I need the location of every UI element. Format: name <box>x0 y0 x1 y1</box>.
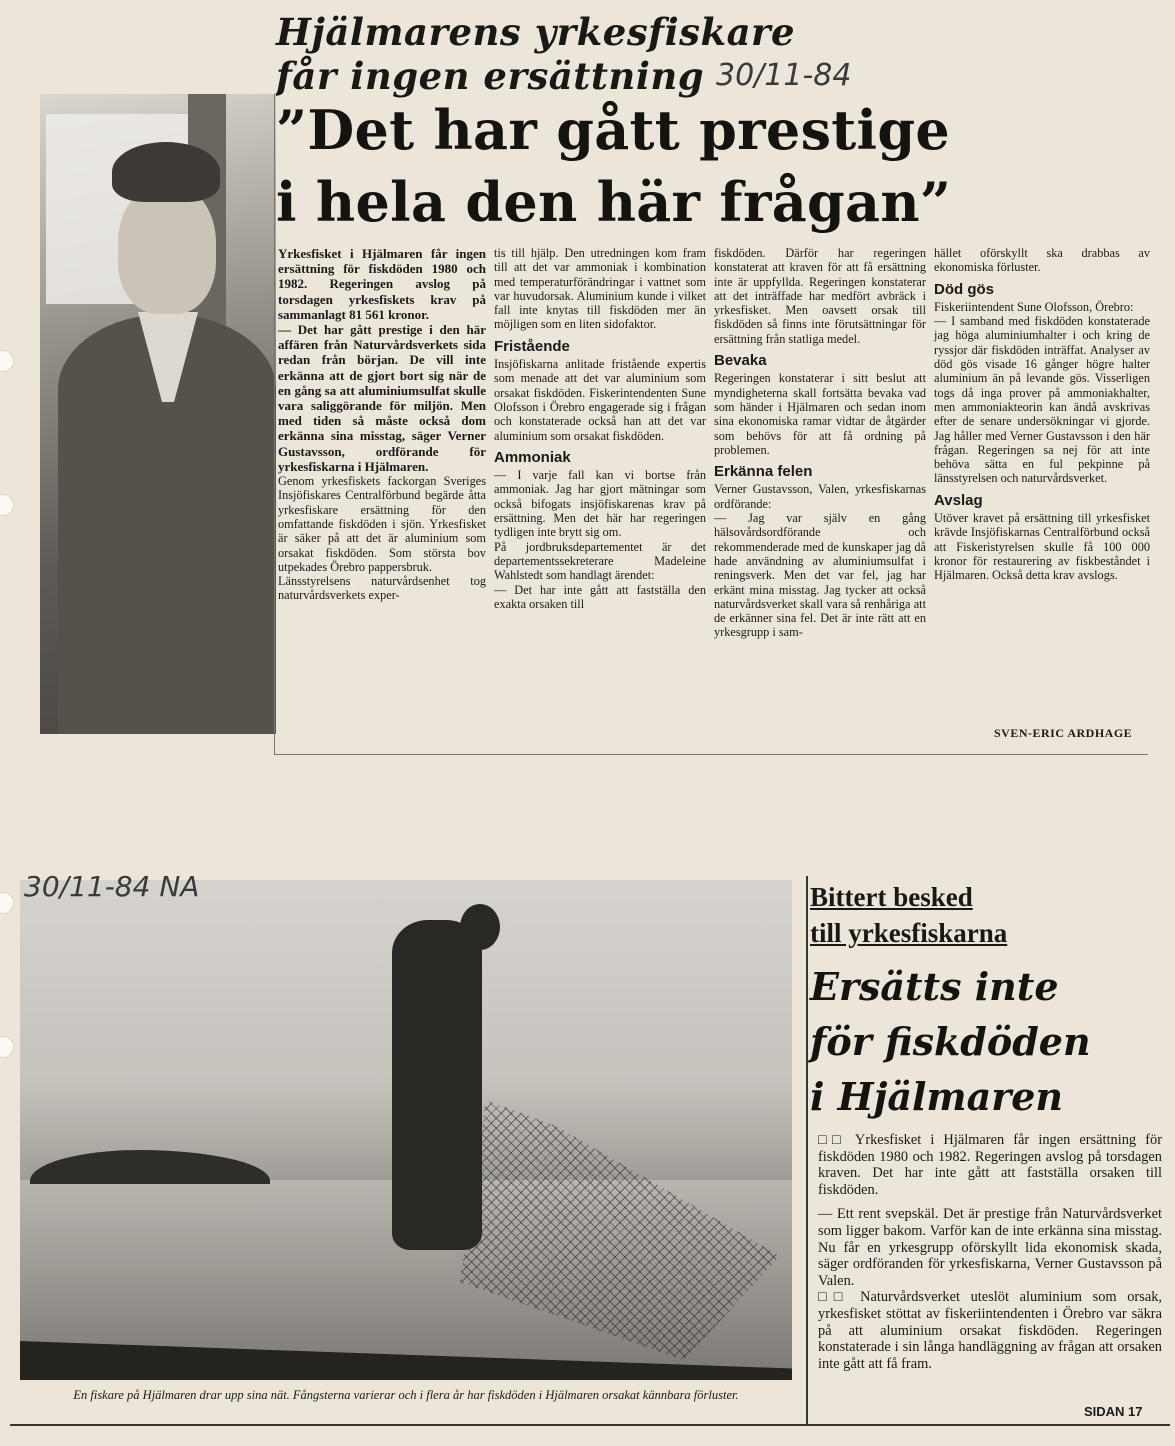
article-column-4 <box>934 246 1150 583</box>
paragraph: Regeringen konstaterar i sitt beslut att myndigheterna skall fortsätta bevaka vad som händer i Hjälmaren och sedan inom sina ekonomiska ramar vidtar de åtgärder som behövs för att få ordning på problemen. <box>714 371 926 457</box>
paragraph: fiskdöden. Därför har regeringen konstaterat att kraven för att få ersättning inte är uppfyllda. Regeringen konstaterar att det inträffade har medfört avbräck i yrkesfisket. Men oavsett orsak till fiskdöden så finns inte förutsättningar för ersättning från statliga medel. <box>714 246 926 346</box>
paragraph: — Det har inte gått att fastställa den exakta orsaken till <box>494 582 706 611</box>
paragraph: Utöver kravet på ersättning till yrkesfisket krävde Insjöfiskarnas Centralförbund också att Fiskeristyrelsen skulle få 100 000 kronor för restaurering av fiskbeståndet i Hjälmaren. Också detta krav avslogs. <box>934 511 1150 583</box>
punch-hole <box>0 350 14 372</box>
page-number: SIDAN 17 <box>1084 1404 1143 1419</box>
headline-line-3: i Hjälmaren <box>810 1074 1064 1119</box>
article-body <box>818 1132 1162 1380</box>
clipping-bottom <box>10 866 1170 1436</box>
divider <box>806 876 808 1424</box>
headline-line-1: Ersätts inte <box>810 964 1059 1009</box>
subheading: Erkänna felen <box>714 463 813 481</box>
divider <box>10 1424 1170 1426</box>
paragraph: □□ Yrkesfisket i Hjälmaren får ingen ersättning för fiskdöden 1980 och 1982. Regeringen avslog på torsdagen kraven. Det har inte gått att fastställa orsaken till fiskdöden. <box>818 1132 1162 1198</box>
photo-fisherman-net <box>20 880 792 1380</box>
kicker-line-2: till yrkesfiskarna <box>810 918 1008 948</box>
headline-line-2: för fiskdöden <box>810 1019 1091 1064</box>
kicker-line-1: Hjälmarens yrkesfiskare <box>276 10 796 54</box>
photo-caption: En fiskare på Hjälmaren drar upp sina nät. Fångsterna varierar och i flera år har fiskdöden i Hjälmaren orsakat kännbara förluster. <box>73 1388 739 1402</box>
article-column-1 <box>278 246 486 603</box>
paragraph: hället oförskyllt ska drabbas av ekonomiska förluster. <box>934 246 1150 275</box>
divider <box>274 754 1148 755</box>
subheading: Ammoniak <box>494 448 571 466</box>
article-column-2 <box>494 246 706 611</box>
handwritten-date: 30/11-84 <box>716 58 852 93</box>
paragraph: Insjöfiskarna anlitade fristående expertis som menade att det var aluminium som orsakat fiskdöden. Fiskerintendenten Sune Olofsson i Örebro engagerade sig i frågan och konstaterade också han att det var aluminium som orsakat fiskdöden. <box>494 357 706 443</box>
handwritten-date: 30/11-84 NA <box>24 870 200 903</box>
paragraph: På jordbruksdepartementet är det departementssekreterare Madeleine Wahlstedt som handlagt ärendet: <box>494 539 706 583</box>
paragraph: — I samband med fiskdöden konstaterade jag höga aluminiumhalter i och kring de ryssjor där fiskdöden inträffat. Analyser av död gös visade 16 gånger högre halter aluminium än på levande gös. Visserligen togs då inga prover på ammoniakhalter, men ammoniakteorin kan ändå avskrivas efter de senare undersökningar vi gjorde. Jag håller med Verner Gustavsson i den här frågan. Regeringen sa nej för att inte behöva sätta en ful pekpinne på länsstyrelsen och naturvårdsverket. <box>934 314 1150 486</box>
headline-line-2: i hela den här frågan” <box>276 170 952 234</box>
paragraph: tis till hjälp. Den utredningen kom fram till att det var ammoniak i kombination med temperaturförändringar i vattnet som var huvudorsak. Aluminium kunde i vilket fall inte knytas till fiskdöden mer än möjligen som en liten sidofaktor. <box>494 246 706 332</box>
article-column-3 <box>714 246 926 640</box>
kicker-line-2: får ingen ersättning <box>276 54 705 98</box>
subheading: Bevaka <box>714 352 767 370</box>
headline-line-1: ”Det har gått prestige <box>276 98 951 162</box>
paragraph: Fiskeriintendent Sune Olofsson, Örebro: <box>934 299 1134 314</box>
divider <box>274 94 275 754</box>
subheading: Död gös <box>934 280 994 298</box>
paragraph: □□ Naturvårdsverket uteslöt aluminium som orsak, yrkesfisket stöttat av fiskeriintendenten i Örebro var säkra på att aluminium orsakat fiskdöden. Regeringen konstaterade i sin långa handläggning av frågan att orsaken inte gått att få fram. <box>818 1289 1162 1372</box>
subheading: Avslag <box>934 491 983 509</box>
clipping-top <box>36 10 1156 758</box>
photo-fisherman-portrait <box>40 94 276 734</box>
paragraph: — Ett rent svepskäl. Det är prestige från Naturvårdsverket som ligger bakom. Varför kan de inte erkänna sina misstag. Nu får en yrkesgrupp oförskyllt lida ekonomisk skada, säger ordföranden för yrkesfiskarna, Verner Gustavsson på Valen. <box>818 1206 1162 1289</box>
paragraph: — Jag var själv en gång hälsovårdsordförande och rekommenderade med de kunskaper jag då hade användning av aluminiumsulfat i reningsverk. Men det var fel, jag har erkänt mina misstag. Jag tycker att också naturvårdsverket skall vara så renhåriga att de erkänner sina fel. Det är inte rätt att en yrkesgrupp i sam- <box>714 511 926 640</box>
byline: SVEN-ERIC ARDHAGE <box>994 726 1133 740</box>
subheading: Fristående <box>494 337 570 355</box>
paragraph: — Det har gått prestige i den här affären från Naturvårdsverkets sida redan från början. De vill inte erkänna att de gjort bort sig när de en gång sa att aluminiumsulfat skulle vara saliggörande för miljön. Men med tiden så måste också dom erkänna sina misstag, säger Verner Gustavsson, ordförande för yrkesfiskarna i Hjälmaren. <box>278 322 486 474</box>
paragraph: Verner Gustavsson, Valen, yrkesfiskarnas ordförande: <box>714 482 926 511</box>
lead-paragraph: Yrkesfisket i Hjälmaren får ingen ersättning för fiskdöden 1980 och 1982. Regeringen avslog på torsdagen yrkesfiskets krav på sammanlagt 81 561 kronor. <box>278 246 486 322</box>
paragraph: Länsstyrelsens naturvårdsenhet tog naturvårdsverkets exper- <box>278 574 486 603</box>
punch-hole <box>0 494 14 516</box>
paragraph: Genom yrkesfiskets fackorgan Sveriges Insjöfiskares Centralförbund begärde åtta yrkesfiskare ersättning för den omfattande fiskdöden i sjön. Yrkesfisket är säker på att det är aluminium som orsakat fiskdöden. Som största bov utpekades Örebro pappersbruk. <box>278 474 486 574</box>
paragraph: — I varje fall kan vi bortse från ammoniak. Jag har gjort mätningar som också bifogats insjöfiskarenas krav på ersättning. Men det här har regeringen tydligen inte brytt sig om. <box>494 468 706 540</box>
kicker-line-1: Bittert besked <box>810 882 973 912</box>
